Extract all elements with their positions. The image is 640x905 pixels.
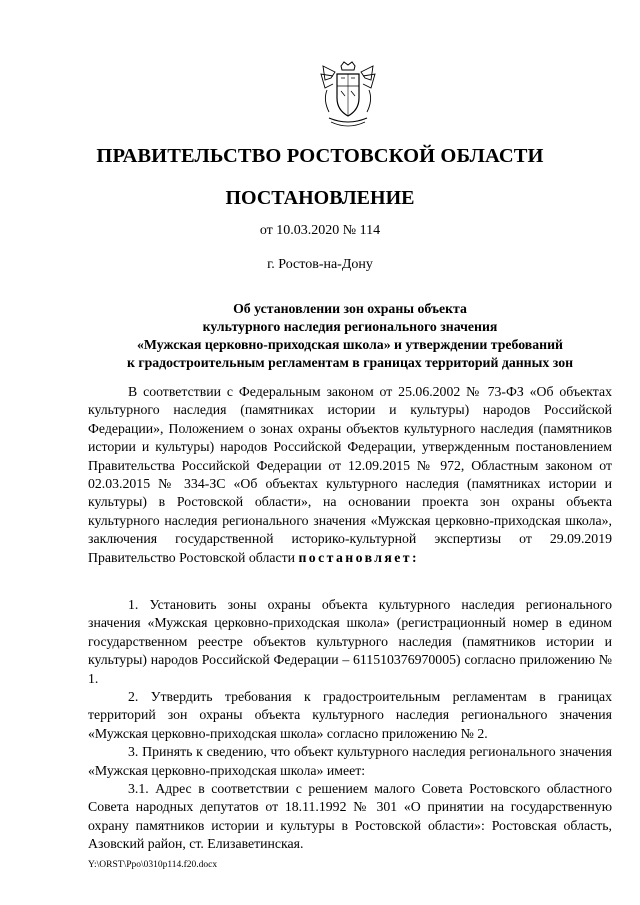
preamble-section: [88, 383, 612, 567]
subject-line: культурного наследия регионального значения: [202, 319, 498, 334]
item-paragraph: 3.1. Адрес в соответствии с решением малого Совета Ростовского областного Совета народных депутатов от 18.11.1992 № 301 «О принятии на государственную охрану памятников истории и культуры в Ростовской области»: Ростовская область, Азовский район, ст. Елизаветинская.: [88, 781, 612, 852]
preamble-text: В соответствии с Федеральным законом от 25.06.2002 № 73-ФЗ «Об объектах культурного наследия (памятниках истории и культуры) народов Российской Федерации», Положением о зонах охраны объектов культурного наследия (памятников истории и культуры) народов Российской Федерации, утвержденным постановлением Правительства Российской Федерации от 12.09.2015 № 972, Областным законом от 02.03.2015 № 334-ЗС «Об объектах культурного наследия (памятниках истории и культуры) в Ростовской области», на основании проекта зон охраны объекта культурного наследия регионального значения «Мужская церковно-приходская школа», заключения государственной историко-культурной экспертизы от 29.09.2019 Правительство Ростовской области: [88, 384, 612, 565]
preamble-paragraph: [88, 383, 612, 567]
decree-word: постановляет:: [298, 549, 419, 565]
organization-title: ПРАВИТЕЛЬСТВО РОСТОВСКОЙ ОБЛАСТИ: [96, 145, 544, 167]
item-paragraph: 3. Принять к сведению, что объект культурного наследия регионального значения «Мужская церковно-приходская школа» имеет:: [88, 744, 612, 778]
subject-line: к градостроительным регламентам в границах территорий данных зон: [126, 355, 574, 370]
document-city: г. Ростов-на-Дону: [267, 257, 373, 272]
item-paragraph: 2. Утвердить требования к градостроительным регламентам в границах территорий зон охраны объекта культурного наследия регионального значения «Мужская церковно-приходская школа» согласно приложению № 2.: [88, 689, 612, 741]
subject-line: «Мужская церковно-приходская школа» и утверждении требований: [136, 337, 563, 352]
footer-file-path: Y:\ORST\Ppo\0310p114.f20.docx: [88, 860, 218, 870]
items-section: [88, 596, 612, 854]
document-type: ПОСТАНОВЛЕНИЕ: [225, 187, 415, 209]
document-subject: [80, 300, 620, 372]
item-paragraph: 1. Установить зоны охраны объекта культурного наследия регионального значения «Мужская церковно-приходская школа» (регистрационный номер в едином государственном реестре объектов культурного наследия (памятников истории и культуры) народов Российской Федерации – 611510376970005) согласно приложению № 1.: [88, 597, 612, 686]
document-date-number: от 10.03.2020 № 114: [259, 223, 381, 238]
subject-line: Об установлении зон охраны объекта: [233, 301, 467, 316]
coat-of-arms-icon: [317, 60, 379, 130]
